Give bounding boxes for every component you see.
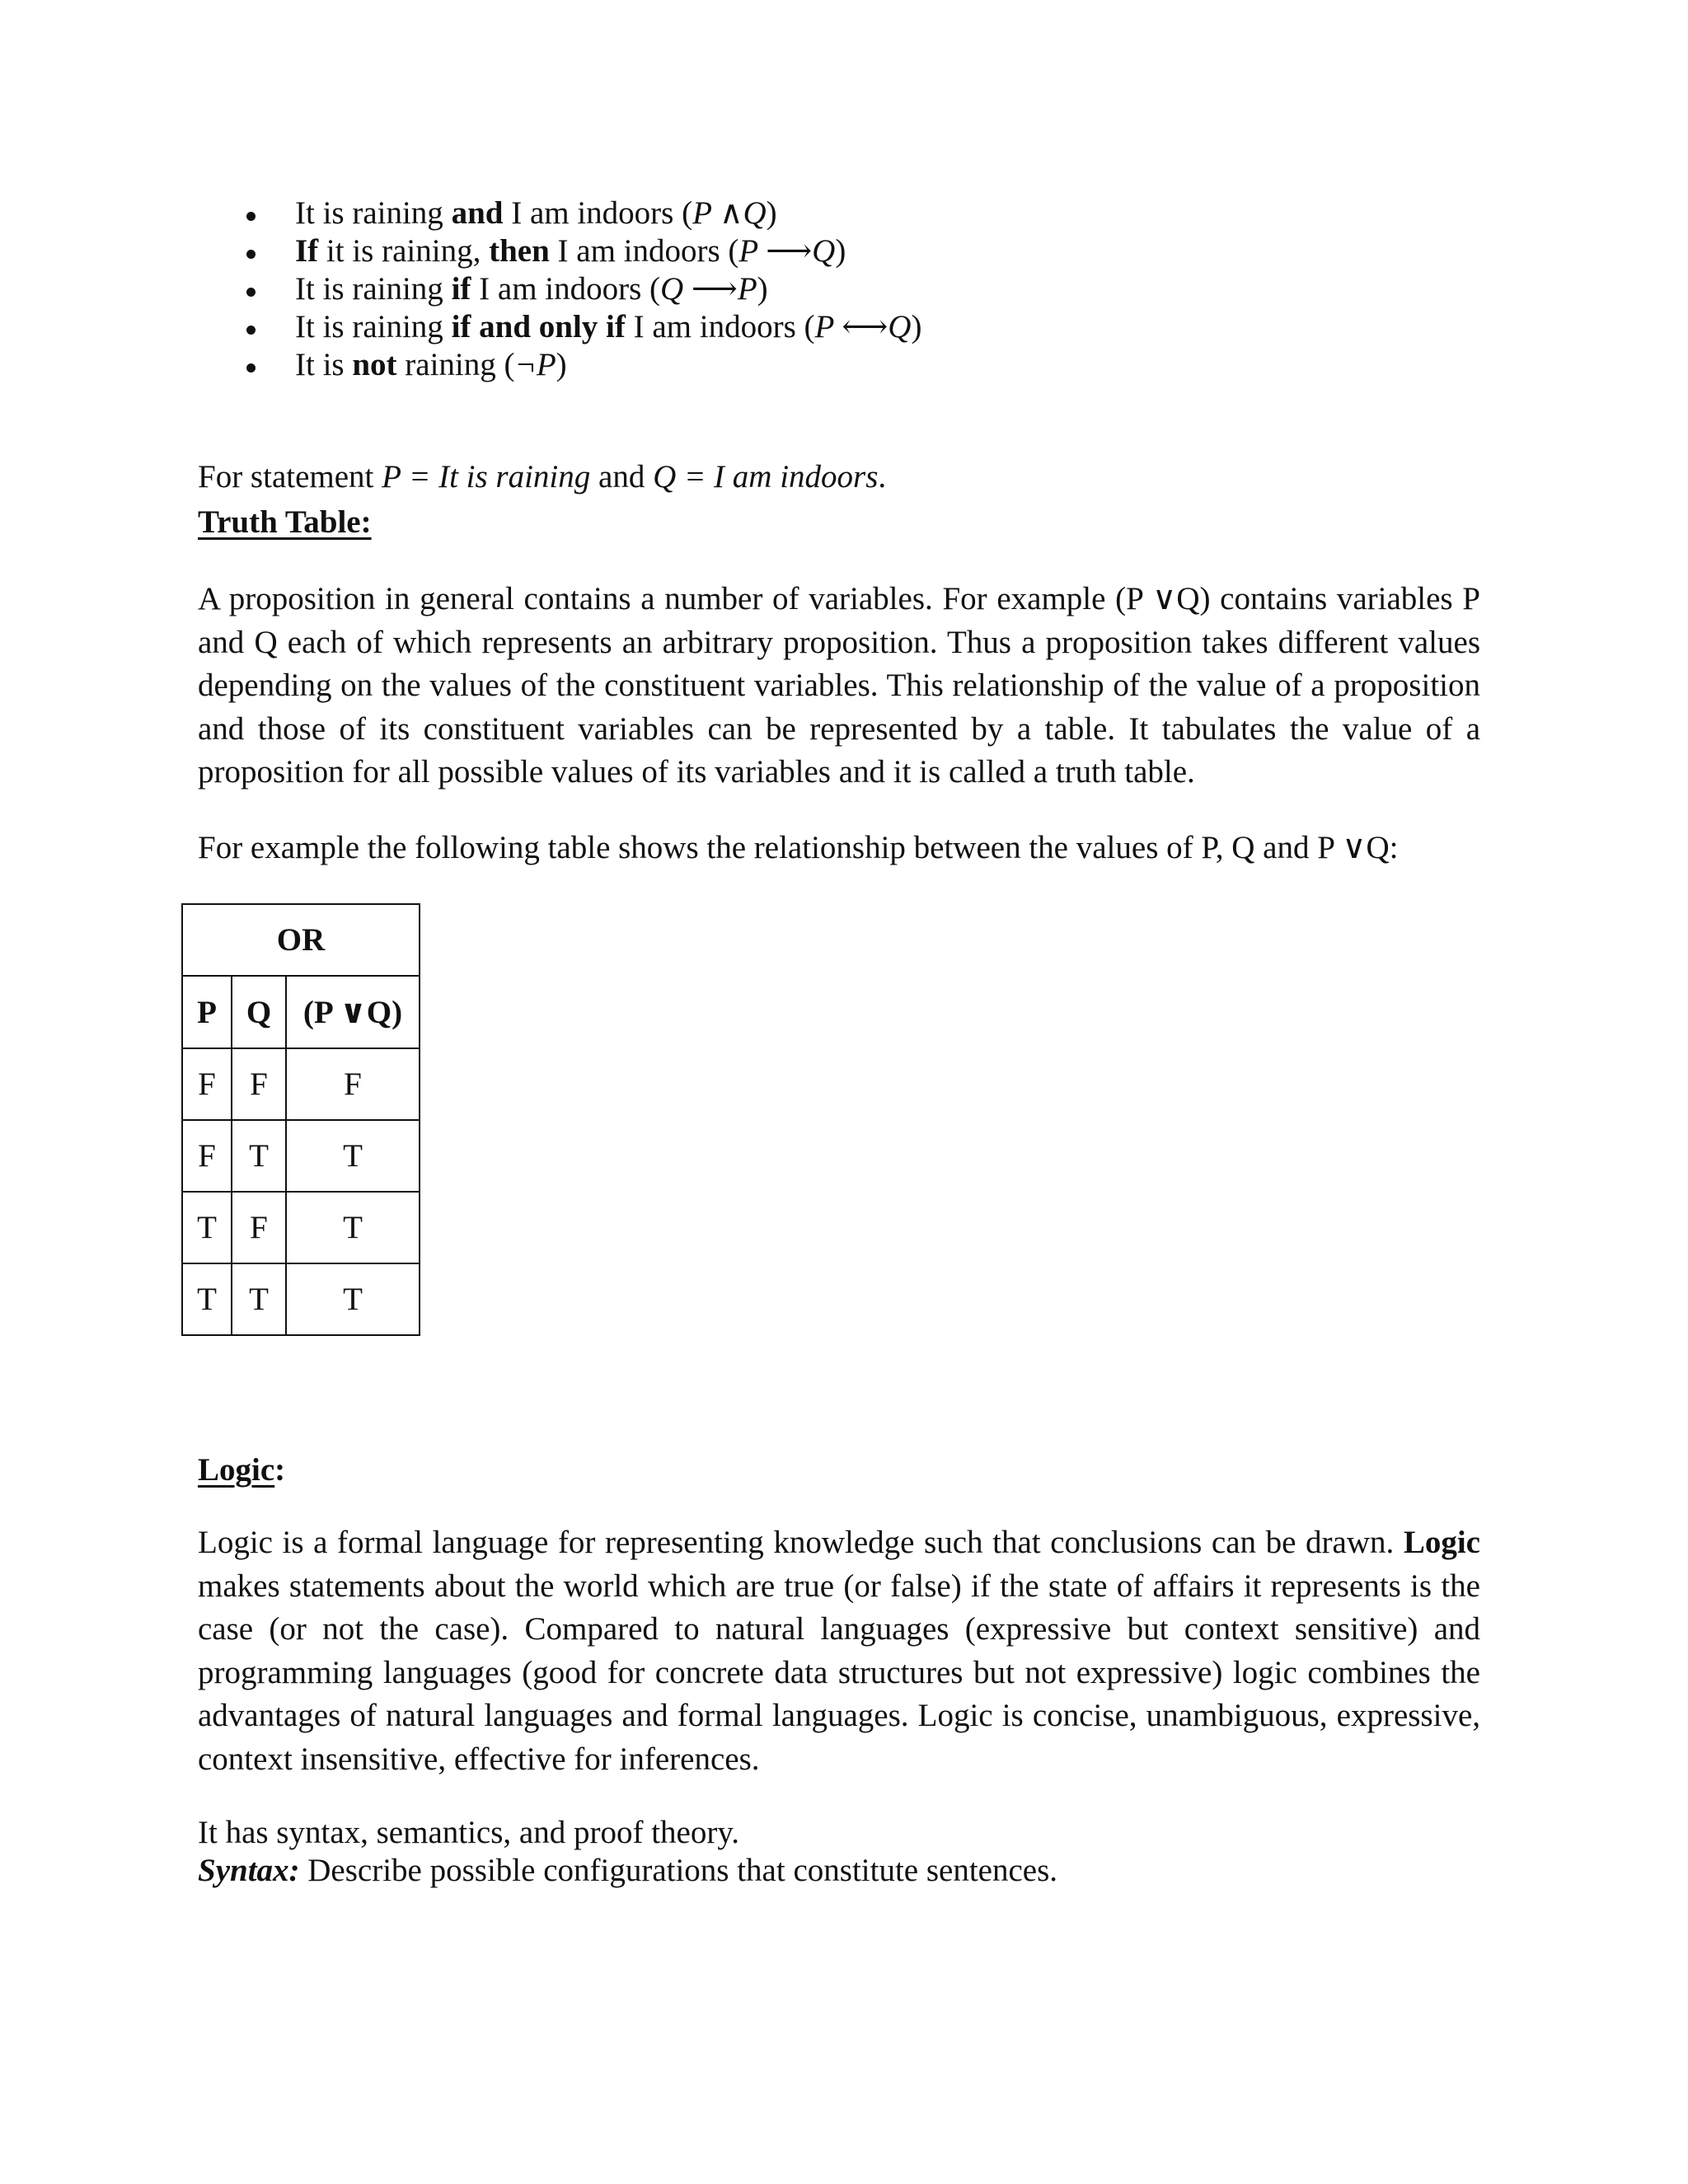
example-sentence: For example the following table shows the relationship between the values of P, Q and P ∨Q: bbox=[198, 828, 1399, 866]
statement-definition: For statement P = It is raining and Q = I am indoors. bbox=[198, 459, 887, 494]
table-row: F F F bbox=[182, 1048, 420, 1120]
list-item: It is raining if and only if I am indoors (P ⟷Q) bbox=[241, 308, 921, 346]
list-item: If it is raining, then I am indoors (P ⟶Q) bbox=[241, 232, 921, 270]
or-truth-table bbox=[181, 903, 420, 1336]
table-row: T F T bbox=[182, 1192, 420, 1263]
logic-paragraph: Logic is a formal language for representing knowledge such that conclusions can be drawn. Logic makes statements about the world which are true (or false) if the state of affairs it represents is the case (or not the case). Compared to natural languages (expressive but context sensitive) and programming languages (good for concrete data structures but not expressive) logic combines the advantages of natural languages and formal languages. Logic is concise, unambiguous, expressive, context insensitive, effective for inferences. bbox=[198, 1525, 1480, 1777]
logic-heading: Logic: bbox=[198, 1452, 286, 1488]
connective-examples-list bbox=[241, 194, 921, 384]
list-item: It is not raining (¬P) bbox=[241, 346, 921, 384]
column-header-q: Q bbox=[232, 976, 286, 1048]
table-row: F T T bbox=[182, 1120, 420, 1192]
truth-table-heading: Truth Table: bbox=[198, 504, 372, 540]
logic-components-sentence: It has syntax, semantics, and proof theory. bbox=[198, 1815, 740, 1850]
list-item: It is raining if I am indoors (Q ⟶P) bbox=[241, 270, 921, 308]
column-header-p: P bbox=[182, 976, 232, 1048]
list-item: It is raining and I am indoors (P ∧Q) bbox=[241, 194, 921, 232]
column-header-p-or-q: (P ∨Q) bbox=[286, 976, 420, 1048]
truth-table-paragraph: A proposition in general contains a number of variables. For example (P ∨Q) contains variables P and Q each of which represents an arbitrary proposition. Thus a proposition takes different values depending on the values of the constituent variables. This relationship of the value of a proposition and those of its constituent variables can be represented by a table. It tabulates the value of a proposition for all possible values of its variables and it is called a truth table. bbox=[198, 579, 1480, 790]
syntax-definition: Syntax: Describe possible configurations that constitute sentences. bbox=[198, 1853, 1058, 1888]
table-row: T T T bbox=[182, 1263, 420, 1335]
table-title: OR bbox=[182, 904, 420, 976]
